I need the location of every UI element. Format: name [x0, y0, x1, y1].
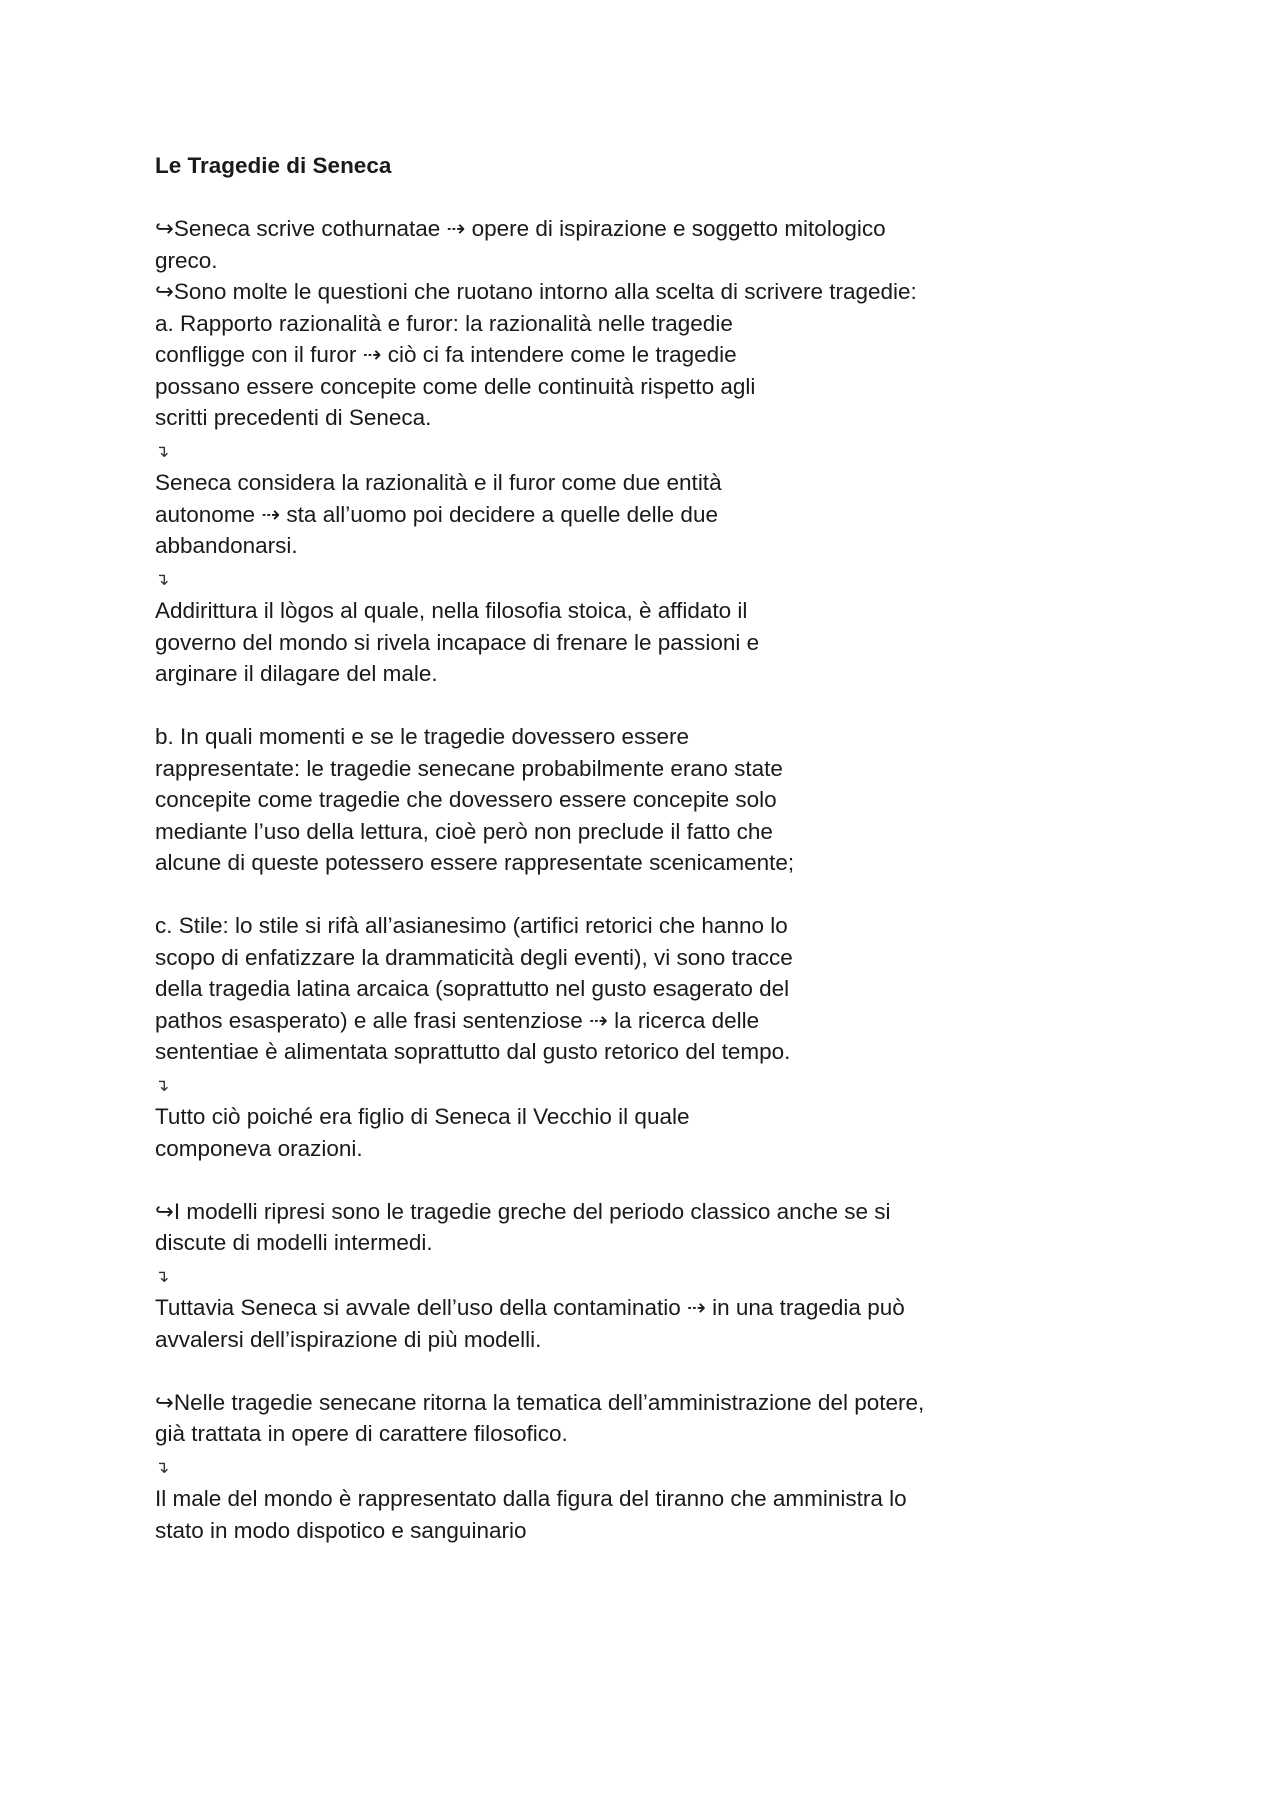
text-line: Tuttavia Seneca si avvale dell’uso della contaminatio ⇢ in una tragedia può [155, 1295, 905, 1320]
text-line: ↪Nelle tragedie senecane ritorna la tematica dell’amministrazione del potere, [155, 1389, 925, 1415]
continuation-arrow-icon [155, 1259, 1155, 1293]
text-line: c. Stile: lo stile si rifà all’asianesimo (artifici retorici che hanno lo [155, 913, 788, 938]
blank-line [155, 182, 1155, 214]
continuation-arrow-icon [155, 1450, 1155, 1484]
text-line: concepite come tragedie che dovessero essere concepite solo [155, 787, 777, 812]
arrow-down-right-icon: ↴ [155, 569, 170, 589]
text-line: possano essere concepite come delle continuità rispetto agli [155, 373, 756, 399]
document-body [155, 150, 1155, 1546]
arrow-down-right-icon: ↴ [155, 1457, 170, 1477]
blank-line [155, 1355, 1155, 1387]
blank-line [155, 690, 1155, 722]
text-line: Il male del mondo è rappresentato dalla figura del tiranno che amministra lo [155, 1486, 907, 1511]
text-line: già trattata in opere di carattere filosofico. [155, 1421, 568, 1446]
text-line: sententiae è alimentata soprattutto dal gusto retorico del tempo. [155, 1039, 791, 1064]
text-line: della tragedia latina arcaica (soprattutto nel gusto esagerato del [155, 976, 790, 1001]
blank-line [155, 1164, 1155, 1196]
blank-line [155, 879, 1155, 911]
text-line: abbandonarsi. [155, 533, 298, 558]
text-line: b. In quali momenti e se le tragedie dovessero essere [155, 724, 690, 749]
text-line: confligge con il furor ⇢ ciò ci fa intendere come le tragedie [155, 342, 737, 367]
text-line: ↪Sono molte le questioni che ruotano intorno alla scelta di scrivere tragedie: [155, 279, 917, 304]
continuation-arrow-icon [155, 1068, 1155, 1102]
text-line: ↪I modelli ripresi sono le tragedie greche del periodo classico anche se si [155, 1198, 891, 1224]
text-line: alcune di queste potessero essere rappresentate scenicamente; [155, 850, 795, 875]
text-line: pathos esasperato) e alle frasi sentenziose ⇢ la ricerca delle [155, 1007, 760, 1033]
continuation-arrow-icon [155, 562, 1155, 596]
arrow-down-right-icon: ↴ [155, 1075, 170, 1095]
document-title: Le Tragedie di Seneca [155, 153, 392, 178]
text-line: Seneca considera la razionalità e il furor come due entità [155, 470, 722, 495]
text-line: ↪Seneca scrive cothurnatae ⇢ opere di ispirazione e soggetto mitologico [155, 216, 886, 241]
text-line: avvalersi dell’ispirazione di più modelli. [155, 1326, 542, 1352]
continuation-arrow-icon [155, 434, 1155, 468]
arrow-down-right-icon: ↴ [155, 441, 170, 461]
text-line: Addirittura il lògos al quale, nella filosofia stoica, è affidato il [155, 598, 748, 623]
text-line: discute di modelli intermedi. [155, 1230, 433, 1255]
text-line: greco. [155, 247, 218, 273]
document-lines [155, 213, 1155, 1546]
text-line: arginare il dilagare del male. [155, 661, 438, 686]
text-line: Tutto ciò poiché era figlio di Seneca il Vecchio il quale [155, 1104, 690, 1129]
text-line: autonome ⇢ sta all’uomo poi decidere a quelle delle due [155, 501, 718, 527]
text-line: governo del mondo si rivela incapace di frenare le passioni e [155, 629, 760, 655]
text-line: mediante l’uso della lettura, cioè però non preclude il fatto che [155, 818, 773, 844]
text-line: scritti precedenti di Seneca. [155, 405, 432, 430]
text-line: scopo di enfatizzare la drammaticità degli eventi), vi sono tracce [155, 944, 793, 970]
text-line: stato in modo dispotico e sanguinario [155, 1517, 527, 1543]
text-line: rappresentate: le tragedie senecane probabilmente erano state [155, 755, 783, 781]
arrow-down-right-icon: ↴ [155, 1266, 170, 1286]
text-line: a. Rapporto razionalità e furor: la razionalità nelle tragedie [155, 310, 733, 336]
text-line: componeva orazioni. [155, 1135, 363, 1161]
